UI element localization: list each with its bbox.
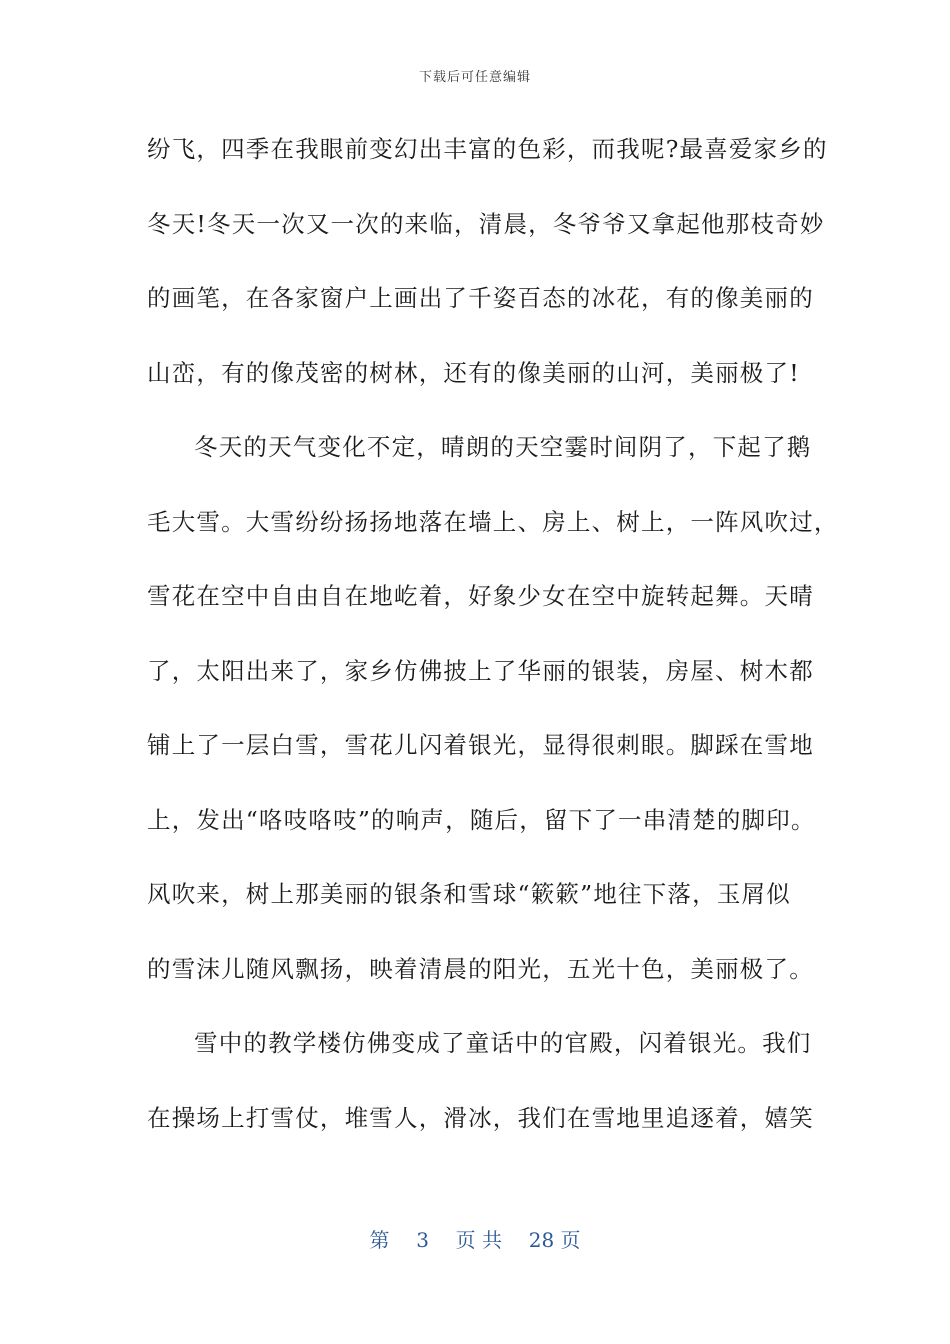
text-line: 纷飞，四季在我眼前变幻出丰富的色彩，而我呢?最喜爱家乡的 [147,135,828,163]
footer-suffix: 页 [560,1228,581,1252]
text-line: 雪花在空中自由自在地屹着，好象少女在空中旋转起舞。天晴 [147,582,814,610]
text-line: 冬天!冬天一次又一次的来临，清晨，冬爷爷又拿起他那枝奇妙 [147,209,825,238]
text-line: 在操场上打雪仗，堆雪人，滑冰，我们在雪地里追逐着，嬉笑 [147,1103,814,1132]
paragraph-start-line: 冬天的天气变化不定，晴朗的天空霎时间阴了，下起了鹅 [194,433,812,461]
text-line: 的画笔，在各家窗户上画出了千姿百态的冰花，有的像美丽的 [147,284,814,312]
text-line: 了，太阳出来了，家乡仿佛披上了华丽的银装，房屋、树木都 [147,656,814,685]
text-line: 的雪沫儿随风飘扬，映着清晨的阳光，五光十色，美丽极了。 [147,954,814,983]
text-line: 风吹来，树上那美丽的银条和雪球“簌簌”地往下落，玉屑似 [147,880,791,908]
footer-total-pages: 28 [528,1228,555,1252]
paragraph-start-line: 雪中的教学楼仿佛变成了童话中的官殿，闪着银光。我们 [194,1029,812,1057]
text-line: 毛大雪。大雪纷纷扬扬地落在墙上、房上、树上，一阵风吹过， [147,507,839,536]
text-line: 铺上了一层白雪，雪花儿闪着银光，显得很刺眼。脚踩在雪地 [147,731,814,759]
document-body [147,112,839,1155]
footer-middle: 页 共 [455,1228,502,1252]
text-line: 山峦，有的像茂密的树林，还有的像美丽的山河，美丽极了! [147,358,800,387]
page-header: 下载后可任意编辑 [418,70,531,85]
footer-page-number: 3 [416,1228,429,1252]
footer-prefix: 第 [369,1228,390,1252]
page-footer [0,1224,950,1253]
text-line: 上，发出“咯吱咯吱”的响声，随后，留下了一串清楚的脚印。 [147,805,816,834]
